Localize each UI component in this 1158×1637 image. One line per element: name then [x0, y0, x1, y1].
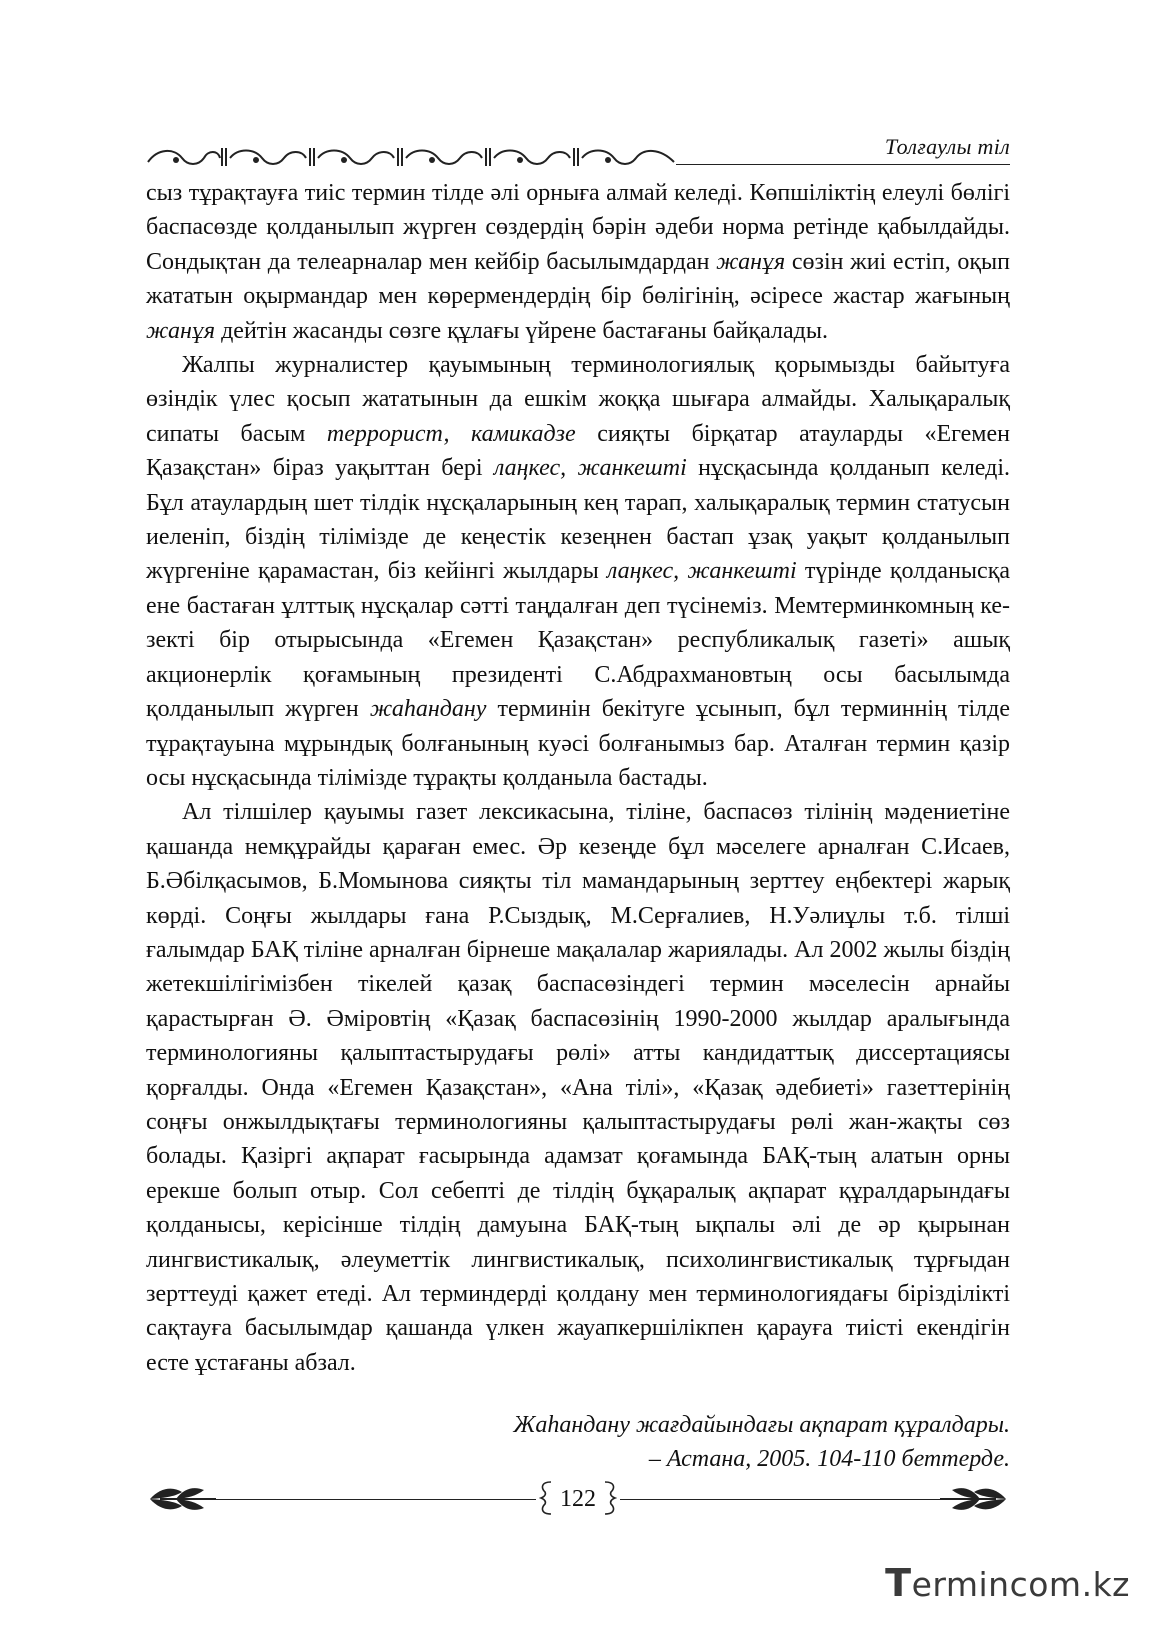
paragraph-2: Жалпы журналистер қауымының терминологиялық қорымызды байытуға өзіндік үлес қосып жататынын да ешкім жоққа шығара алмайды. Халықаралық сипаты басым террорист, камикадзе сияқты бірқатар атауларды «Егемен Қазақстан» біраз уақыттан бері лаңкес, жанкешті нұсқасында қолданып келеді. Бұл атаулардың шет тілдік нұсқаларының кең тарап, халықаралық термин статусын иеленіп, біздің тілімізде де кеңестік кезеңнен бастап ұзақ уақыт қолданылып жүргеніне қарамастан, біз кейінгі жылдары лаңкес, жанкешті түрінде қолданысқа ене бастаған ұлттық нұсқалар сәтті таңдалған деп түсінеміз. Мемтерминкомның кезекті бір отырысында «Егемен Қазақстан» республикалық газеті» ашық акционерлік қоғамының президенті С.Абдрахмановтың осы басылымда қолданылып жүрген жаһандану терминін бекітуге ұсынып, бұл терминнің тілде тұрақтауына мұрындық болғанының куәсі болғанымыз бар. Аталған термин қазір осы нұсқасында тілімізде тұрақты қолданыла бастады.: [146, 352, 1011, 791]
leaf-ornament-icon: [938, 1482, 1010, 1516]
leaf-ornament-icon: [146, 1482, 218, 1516]
footer-rule-right: [620, 1499, 940, 1500]
running-title: Толғаулы тіл: [884, 134, 1010, 159]
header-rule: [676, 164, 1010, 165]
source-line-1: Жаһандану жағдайындағы ақпарат құралдары.: [513, 1412, 1010, 1438]
page-footer: [146, 1474, 1010, 1524]
paragraph-3: Ал тілшілер қауымы газет лексикасына, тіліне, баспасөз тілінің мәдениетіне қашанда немқұрайды қараған емес. Әр кезеңде бұл мәселеге арналған С.Исаев, Б.Әбілқасымов, Б.Момынова сияқты тіл мамандарының зерттеу еңбектері жарық көрді. Соңғы жылдары ғана Р.Сыздық, М.Серғалиев, Н.Уәлиұлы т.б. тілші ғалымдар БАҚ тіліне арналған бірнеше мақалалар жариялады. Ал 2002 жылы біздің жетекшілігімізбен тікелей қазақ баспасөзіндегі термин мәселесін арнайы қарастырған Ә. Әміровтің «Қазақ баспасөзінің 1990-2000 жылдар аралығында терминологияны қалыптастырудағы рөлі» атты кандидаттық диссертациясы қорғалды. Онда «Егемен Қазақстан», «Ана тілі», «Қазақ әдебиеті» газеттерінің соңғы онжылдықтағы терминологияны қалыптастырудағы рөлі жан-жақты сөз болады. Қазіргі ақпарат ғасырында адамзат қоғамында БАҚ-тың алатын орны ерекше болып отыр. Сол себепті де тілдің бұқаралық ақпарат құралдарындағы қолданысы, керісінше тілдің дамуына БАҚ-тың ықпалы әлі де әр қырынан лингвистикалық, әлеуметтік лингвистикалық, психолингвистикалық тұрғыдан зерттеуді қажет етеді. Ал терминдерді қолдану мен терминологиядағы бірізділікті сақтауға басылымдар қашанда үлкен жауапкершілікпен қарауға тиісті екендігін есте ұстағаны абзал.: [146, 799, 1010, 1376]
page-header: [146, 128, 1010, 176]
page-number: 122: [539, 1480, 617, 1516]
source-line-2: – Астана, 2005. 104-110 беттерде.: [648, 1446, 1010, 1473]
paragraph-1: сыз тұрақтауға тиіс термин тілде әлі орнығa алмай келеді. Көпшіліктің елеулі бөлігі баспасөзде қолданылып жүрген сөздердің бәрін әдеби норма ретінде қабылдайды. Сондықтан да телеарналар мен кейбір басылымдардан жанұя сөзін жиі естіп, оқып жататын оқырмандар мен көрермендердің бір бөлігінің, әсіресе жастар жағының жанұя дейтін жасанды сөзге құлағы үйрене бастағаны байқалады.: [146, 180, 1010, 344]
footer-rule-left: [216, 1499, 536, 1500]
source-citation: [513, 1408, 1010, 1477]
article-body: [146, 176, 1010, 1380]
ornament-border-icon: [146, 140, 676, 170]
site-watermark: Termincom.kz: [885, 1561, 1130, 1605]
